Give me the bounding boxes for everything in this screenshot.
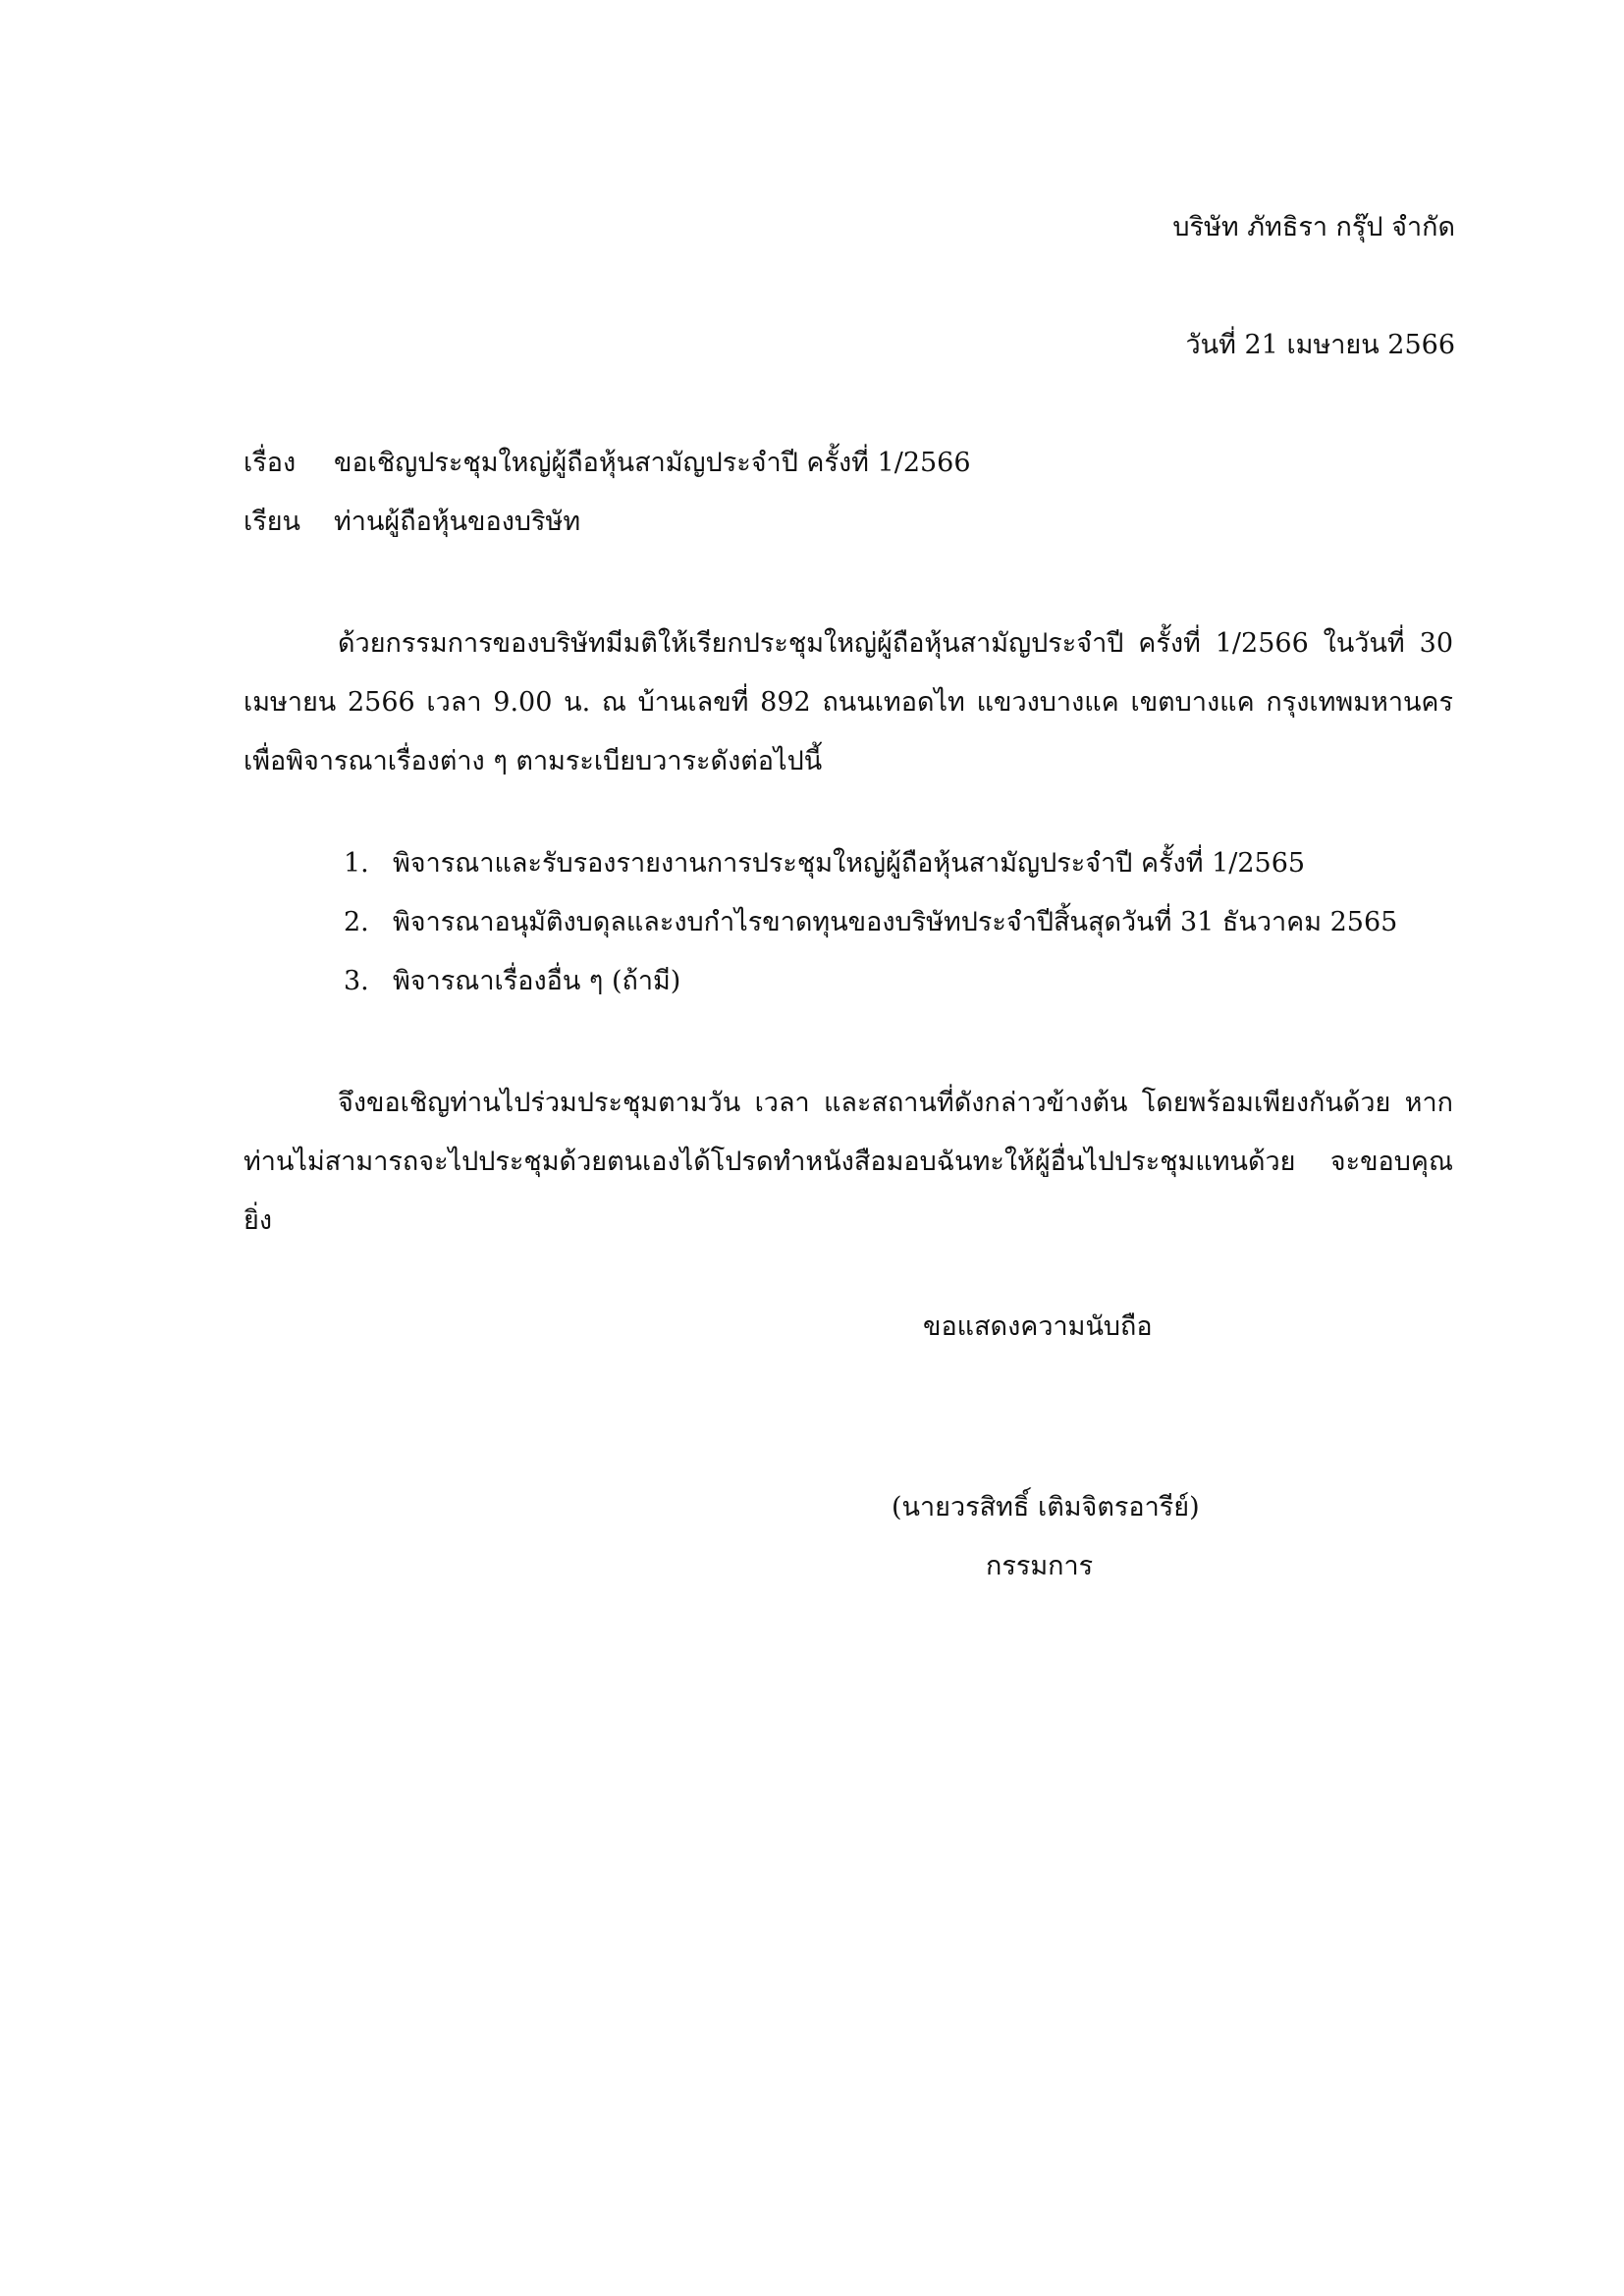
agenda-item-3: พิจารณาเรื่องอื่น ๆ (ถ้ามี) (393, 966, 681, 996)
agenda-item-2: พิจารณาอนุมัติงบดุลและงบกำไรขาดทุนของบริษัทประจำปีสิ้นสุดวันที่ 31 ธันวาคม 2565 (393, 907, 1398, 937)
agenda-number-2: 2. (344, 907, 369, 937)
agenda-number-1: 1. (344, 848, 369, 879)
signer-title: กรรมการ (986, 1551, 1094, 1581)
recipient-text: ท่านผู้ถือหุ้นของบริษัท (334, 507, 581, 537)
subject-label: เรื่อง (244, 448, 297, 478)
paragraph-1-text: ด้วยกรรมการของบริษัทมีมติให้เรียกประชุมใหญ่ผู้ถือหุ้นสามัญประจำปี ครั้งที่ 1/2566 ในวันที่ 30 เมษายน 2566 เวลา 9.00 น. ณ บ้านเลขที่ 892 ถนนเทอดไท แขวงบางแค เขตบางแค กรุงเทพมหานคร เพื่อพิจารณาเรื่องต่าง ๆ ตามระเบียบวาระดังต่อไปนี้ (244, 628, 1453, 776)
recipient-label: เรียน (244, 507, 301, 537)
closing-text: ขอแสดงความนับถือ (923, 1311, 1153, 1342)
agenda-number-3: 3. (344, 966, 369, 996)
company-name: บริษัท ภัทธิรา กรุ๊ป จำกัด (1172, 212, 1455, 242)
paragraph-2-text: จึงขอเชิญท่านไปร่วมประชุมตามวัน เวลา และสถานที่ดังกล่าวข้างต้น โดยพร้อมเพียงกันด้วย หากท่านไม่สามารถจะไปประชุมด้วยตนเองได้โปรดทำหนังสือมอบฉันทะให้ผู้อื่นไปประชุมแทนด้วย จะขอบคุณยิ่ง (244, 1088, 1453, 1236)
agenda-item-1: พิจารณาและรับรองรายงานการประชุมใหญ่ผู้ถือหุ้นสามัญประจำปี ครั้งที่ 1/2565 (393, 848, 1306, 879)
letter-date: วันที่ 21 เมษายน 2566 (1185, 330, 1455, 360)
subject-text: ขอเชิญประชุมใหญ่ผู้ถือหุ้นสามัญประจำปี ครั้งที่ 1/2566 (334, 448, 971, 478)
body-paragraph-2 (244, 1074, 1453, 1251)
signer-name: (นายวรสิทธิ์ เติมจิตรอารีย์) (892, 1492, 1200, 1522)
body-paragraph-1 (244, 614, 1453, 791)
